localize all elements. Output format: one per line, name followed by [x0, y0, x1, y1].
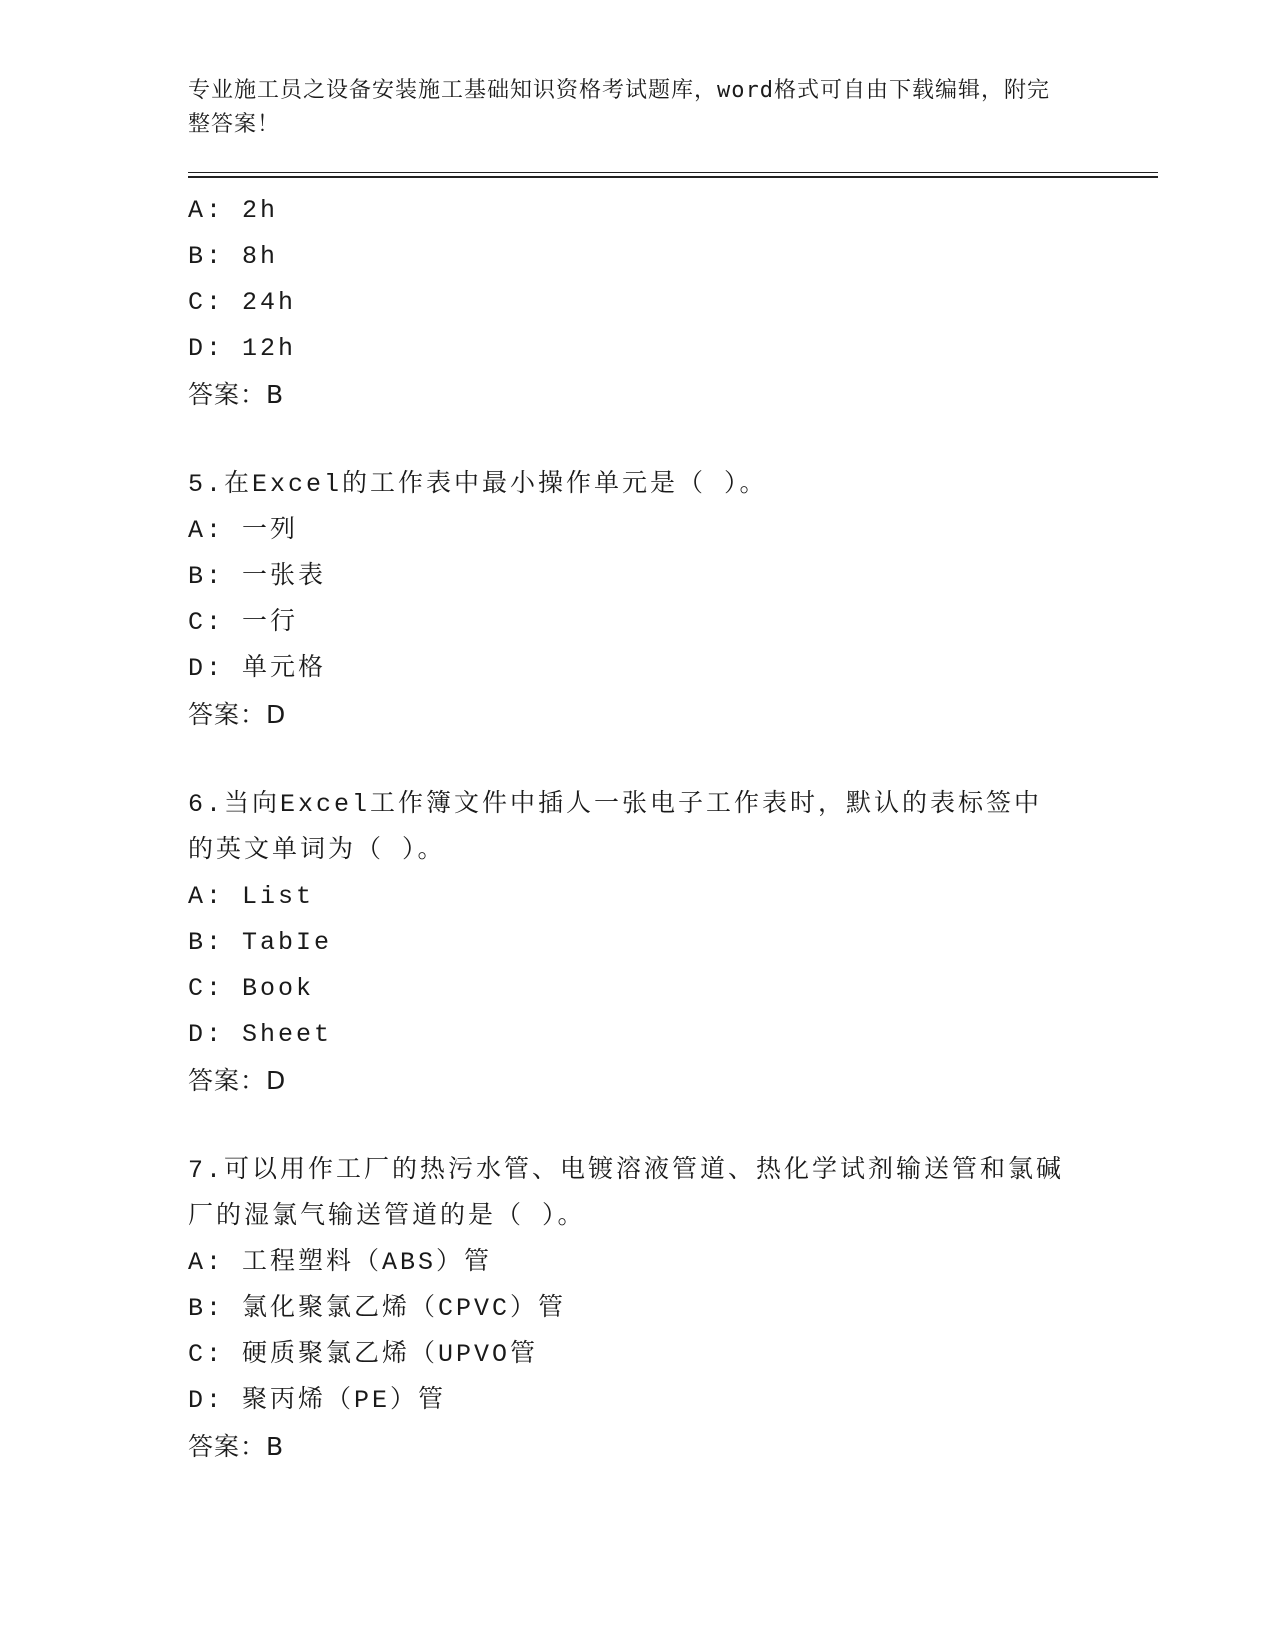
answer-line: 答案：B	[188, 1432, 285, 1461]
option-c: C: 24h	[188, 288, 297, 317]
option-c: C: 硬质聚氯乙烯（UPVO管	[188, 1340, 539, 1369]
question-block	[188, 188, 1168, 418]
spacer	[188, 418, 1168, 462]
option-b: B: 氯化聚氯乙烯（CPVC）管	[188, 1294, 567, 1323]
option-c: C: 一行	[188, 608, 299, 637]
question-list	[188, 188, 1168, 1470]
document-page	[188, 0, 1168, 1470]
question-stem: 5.在Excel的工作表中最小操作单元是（ ）。	[188, 470, 768, 499]
option-c: C: Book	[188, 974, 315, 1003]
spacer	[188, 738, 1168, 782]
option-a: A: 一列	[188, 516, 299, 545]
header-divider	[188, 172, 1158, 178]
option-a: A: List	[188, 882, 315, 911]
option-b: B: 一张表	[188, 562, 327, 591]
option-d: D: 聚丙烯（PE）管	[188, 1386, 447, 1415]
question-stem: 6.当向Excel工作簿文件中插人一张电子工作表时，默认的表标签中的英文单词为（ ）。	[188, 790, 1043, 865]
answer-line: 答案：B	[188, 380, 285, 409]
document-header: 专业施工员之设备安装施工基础知识资格考试题库，word格式可自由下载编辑，附完整答案！	[188, 78, 1050, 137]
option-b: B: 8h	[188, 242, 279, 271]
option-b: B: TabIe	[188, 928, 333, 957]
option-a: A: 2h	[188, 196, 279, 225]
question-block	[188, 1148, 1168, 1470]
option-d: D: Sheet	[188, 1020, 333, 1049]
spacer	[188, 1104, 1168, 1148]
answer-line: 答案：D	[188, 700, 287, 729]
option-a: A: 工程塑料（ABS）管	[188, 1248, 493, 1277]
question-stem: 7.可以用作工厂的热污水管、电镀溶液管道、热化学试剂输送管和氯碱厂的湿氯气输送管道的是（ ）。	[188, 1156, 1065, 1231]
option-d: D: 12h	[188, 334, 297, 363]
question-block	[188, 782, 1168, 1104]
option-d: D: 单元格	[188, 654, 327, 683]
answer-line: 答案：D	[188, 1066, 287, 1095]
question-block	[188, 462, 1168, 738]
